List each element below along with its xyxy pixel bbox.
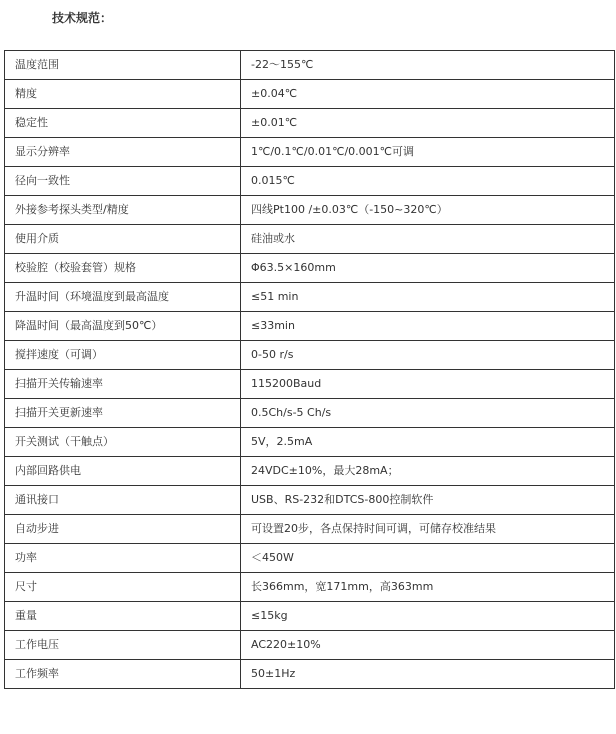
spec-value-cell: ±0.01℃ [241, 109, 615, 138]
table-row [5, 602, 615, 631]
spec-value-cell: 1℃/0.1℃/0.01℃/0.001℃可调 [241, 138, 615, 167]
spec-param-cell: 显示分辨率 [5, 138, 241, 167]
spec-param-cell: 功率 [5, 544, 241, 573]
table-row [5, 486, 615, 515]
spec-param-cell: 重量 [5, 602, 241, 631]
spec-value-cell: AC220±10% [241, 631, 615, 660]
table-row [5, 283, 615, 312]
spec-value-cell: Φ63.5×160mm [241, 254, 615, 283]
spec-value-cell: 0-50 r/s [241, 341, 615, 370]
spec-param-cell: 精度 [5, 80, 241, 109]
spec-param-cell: 开关测试（干触点） [5, 428, 241, 457]
table-row [5, 515, 615, 544]
table-row [5, 660, 615, 689]
spec-value-cell: 长366mm，宽171mm，高363mm [241, 573, 615, 602]
spec-value-cell: ±0.04℃ [241, 80, 615, 109]
table-row [5, 370, 615, 399]
spec-param-cell: 稳定性 [5, 109, 241, 138]
spec-value-cell: 四线Pt100 /±0.03℃（-150~320℃） [241, 196, 615, 225]
table-row [5, 573, 615, 602]
spec-param-cell: 尺寸 [5, 573, 241, 602]
table-row [5, 80, 615, 109]
page-title: 技术规范： [52, 11, 113, 25]
spec-value-cell: 可设置20步，各点保持时间可调，可储存校准结果 [241, 515, 615, 544]
spec-param-cell: 升温时间（环境温度到最高温度 [5, 283, 241, 312]
spec-param-cell: 校验腔（校验套管）规格 [5, 254, 241, 283]
spec-param-cell: 搅拌速度（可调） [5, 341, 241, 370]
table-row [5, 631, 615, 660]
table-row [5, 399, 615, 428]
spec-value-cell: USB、RS-232和DTCS-800控制软件 [241, 486, 615, 515]
spec-param-cell: 自动步进 [5, 515, 241, 544]
table-row [5, 254, 615, 283]
table-row [5, 544, 615, 573]
table-row [5, 428, 615, 457]
spec-value-cell: -22～155℃ [241, 51, 615, 80]
spec-param-cell: 使用介质 [5, 225, 241, 254]
spec-param-cell: 通讯接口 [5, 486, 241, 515]
spec-param-cell: 工作频率 [5, 660, 241, 689]
spec-value-cell: 0.015℃ [241, 167, 615, 196]
spec-table-body [5, 51, 615, 689]
spec-value-cell: 0.5Ch/s-5 Ch/s [241, 399, 615, 428]
spec-value-cell: 50±1Hz [241, 660, 615, 689]
spec-param-cell: 温度范围 [5, 51, 241, 80]
spec-param-cell: 内部回路供电 [5, 457, 241, 486]
spec-param-cell: 工作电压 [5, 631, 241, 660]
spec-param-cell: 扫描开关更新速率 [5, 399, 241, 428]
table-row [5, 457, 615, 486]
spec-param-cell: 扫描开关传输速率 [5, 370, 241, 399]
table-row [5, 109, 615, 138]
spec-value-cell: ≤15kg [241, 602, 615, 631]
spec-value-cell: 5V，2.5mA [241, 428, 615, 457]
spec-value-cell: ＜450W [241, 544, 615, 573]
table-row [5, 225, 615, 254]
table-row [5, 138, 615, 167]
spec-table [4, 50, 615, 689]
spec-param-cell: 降温时间（最高温度到50℃） [5, 312, 241, 341]
spec-value-cell: ≤33min [241, 312, 615, 341]
spec-param-cell: 外接参考探头类型/精度 [5, 196, 241, 225]
table-row [5, 312, 615, 341]
spec-value-cell: 24VDC±10%，最大28mA； [241, 457, 615, 486]
spec-value-cell: 硅油或水 [241, 225, 615, 254]
table-row [5, 51, 615, 80]
table-row [5, 341, 615, 370]
spec-value-cell: ≤51 min [241, 283, 615, 312]
table-row [5, 167, 615, 196]
table-row [5, 196, 615, 225]
spec-value-cell: 115200Baud [241, 370, 615, 399]
spec-param-cell: 径向一致性 [5, 167, 241, 196]
